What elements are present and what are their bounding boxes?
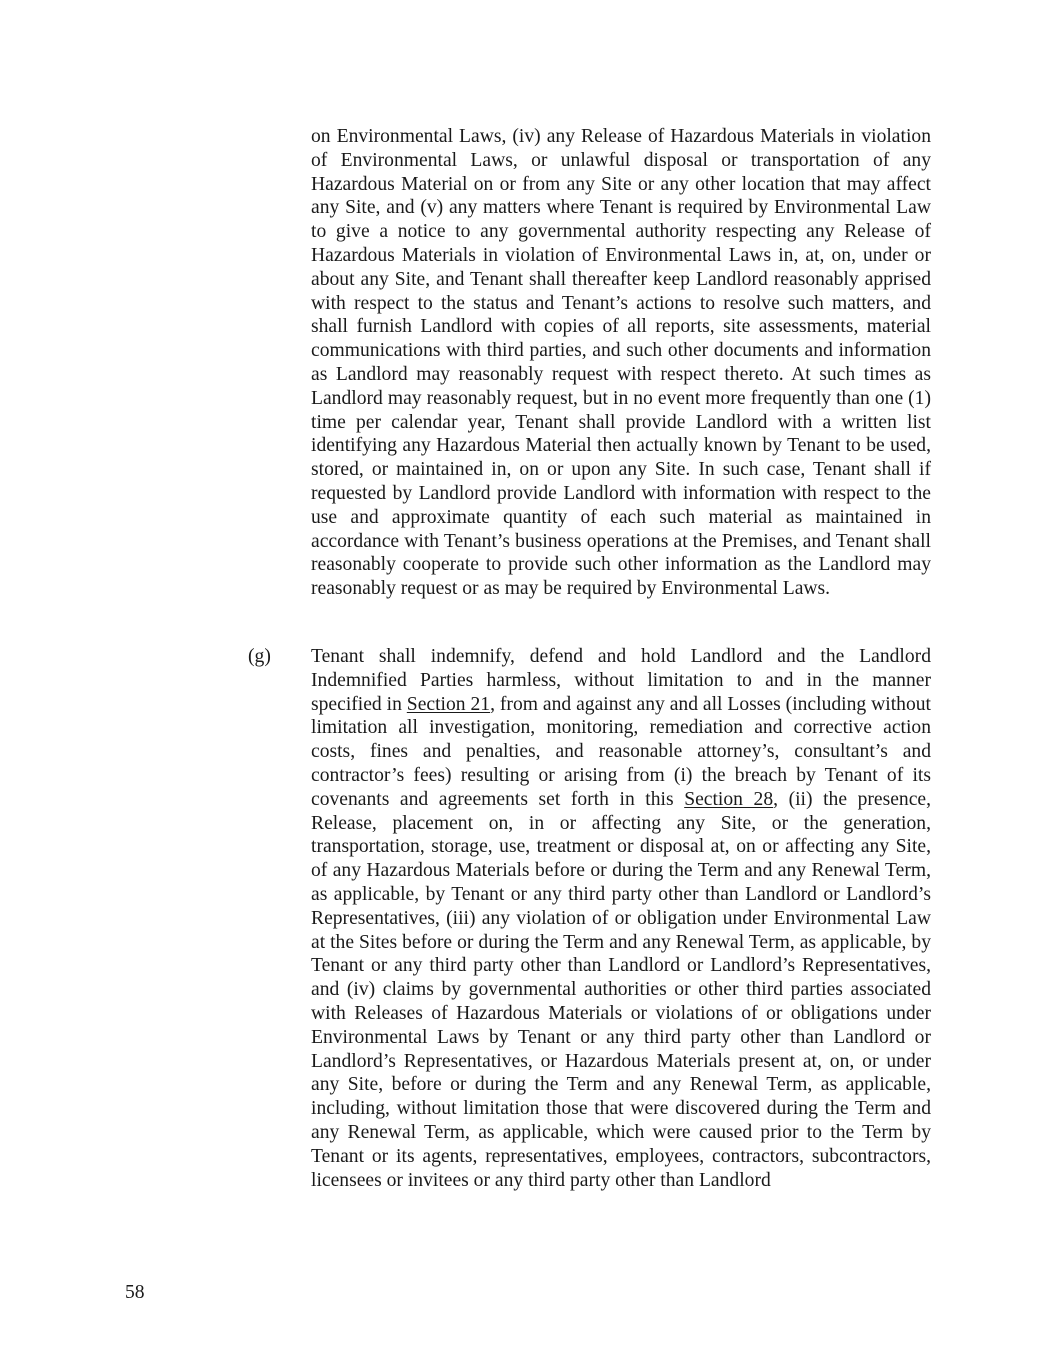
paragraph-g-text-part-3: , (ii) the presence, Release, placement on, in or affecting any Site, or the generation, transportation, storage, use, treatment or disposal at, on or affecting any Site, of any Hazardous Materials before or during the Term and any Renewal Term, as applicable, by Tenant or any third party other than Landlord or Landlord’s Representatives, (iii) any violation of or obligation under Environmental Law at the Sites before or during the Term and any Renewal Term, as applicable, by Tenant or any third party other than Landlord or Landlord’s Representatives, and (iv) claims by governmental authorities or other third parties associated with Releases of Hazardous Materials or violations of or obligations under Environmental Laws by Tenant or any third party other than Landlord or Landlord’s Representatives, or Hazardous Materials present at, on, or under any Site, before or during the Term and any Renewal Term, as applicable, including, without limitation those that were discovered during the Term and any Renewal Term, as applicable, which were caused prior to the Term by Tenant or its agents, representatives, employees, contractors, subcontractors, licensees or invitees or any third party other than Landlord — [311, 788, 932, 1191]
paragraph-g-text-part-2: , from and against any and all Losses (including without limitation all investigation, monitoring, remediation and corrective action costs, fines and penalties, and reasonable attorney’s, consultant’s and contractor’s fees) resulting or arising from (i) the breach by Tenant of its covenants and agreements set forth in this — [311, 693, 931, 810]
page-number: 58 — [125, 1282, 145, 1303]
continued-paragraph-f: on Environmental Laws, (iv) any Release of Hazardous Materials in violation of Environmental Laws, or unlawful disposal or transportation of any Hazardous Material on or from any Site or any other location that may affect any Site, and (v) any matters where Tenant is required by Environmental Law to give a notice to any governmental authority respecting any Release of Hazardous Materials in violation of Environmental Laws in, at, on, under or about any Site, and Tenant shall thereafter keep Landlord reasonably apprised with respect to the status and Tenant’s actions to resolve such matters, and shall furnish Landlord with copies of all reports, site assessments, material communications with third parties, and such other documents and information as Landlord may reasonably request with respect thereto. At such times as Landlord may reasonably request, but in no event more frequently than one (1) time per calendar year, Tenant shall provide Landlord with a written list identifying any Hazardous Material then actually known by Tenant to be used, stored, or maintained in, on or upon any Site. In such case, Tenant shall if requested by Landlord provide Landlord with information with respect to the use and approximate quantity of each such material as maintained in accordance with Tenant’s business operations at the Premises, and Tenant shall reasonably cooperate to provide such other information as the Landlord may reasonably request or as may be required by Environmental Laws. — [311, 126, 931, 600]
section-28-reference: Section 28 — [684, 788, 774, 810]
paragraph-g-text-part-1: Tenant shall indemnify, defend and hold Landlord and the Landlord Indemnified Parties harmless, without limitation to and in the manner specified in — [311, 646, 931, 715]
section-21-reference: Section 21 — [406, 693, 491, 715]
paragraph-g — [311, 645, 931, 1192]
paragraph-g-label: (g) — [248, 646, 271, 667]
